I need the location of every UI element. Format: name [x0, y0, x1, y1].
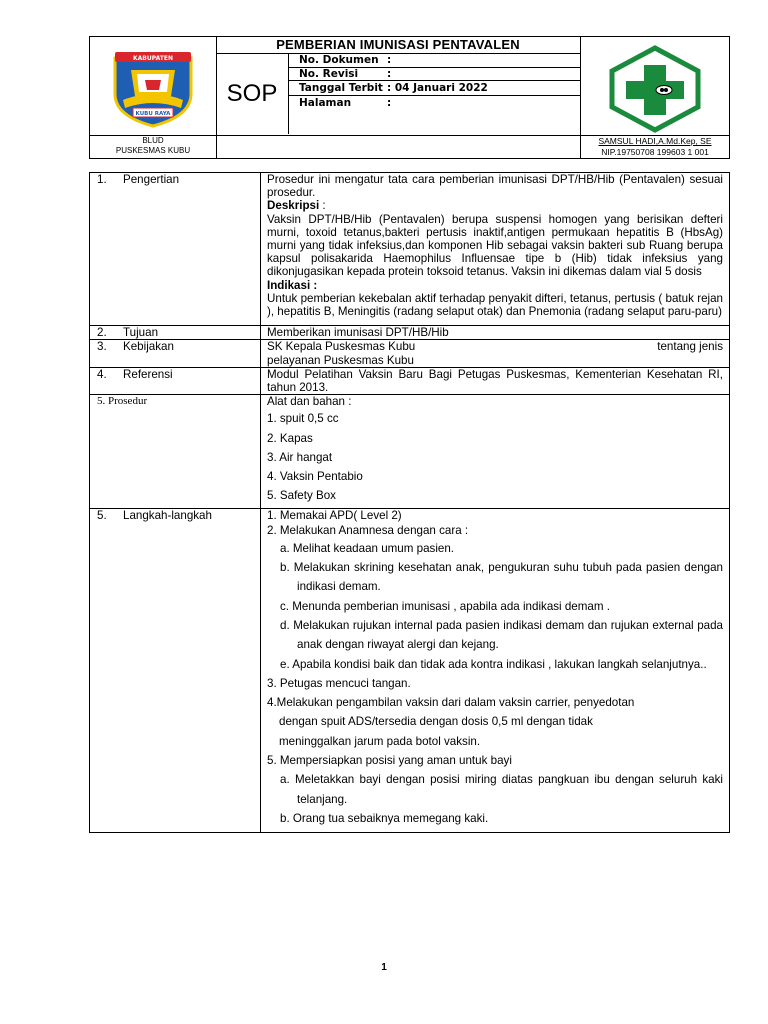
meta-tanggal-terbit — [299, 81, 488, 95]
label-cell — [90, 326, 261, 340]
row-prosedur — [90, 395, 730, 508]
step-5-sub: a. Meletakkan bayi dengan posisi miring diatas pangkuan ibu dengan seluruh kaki telanjang. — [280, 773, 723, 806]
step-2-sub: d. Melakukan rujukan internal pada pasien indikasi demam dan rujukan external pada anak dengan riwayat alergi dan kejang. — [280, 618, 723, 652]
step-2-sub: c. Menunda pemberian imunisasi , apabila ada indikasi demam . — [280, 599, 610, 613]
indikasi-text: Untuk pemberian kekebalan aktif terhadap penyakit difteri, tetanus, pertusis ( batuk rejan ), hepatitis B, Meningitis (radang selaput otak) dan Pnemonia (radang selaput paru-paru) — [267, 291, 723, 319]
row-label: Kebijakan — [123, 340, 174, 354]
row-number: 3. — [97, 340, 107, 354]
meta-no-dokumen — [299, 53, 391, 67]
row-referensi — [90, 367, 730, 394]
row-number: 5. — [97, 508, 107, 522]
step-1: 1. Memakai APD( Level 2) — [267, 508, 402, 522]
meta-no-revisi — [299, 67, 391, 81]
meta-key: No. Dokumen — [299, 54, 379, 66]
step-4: 4.Melakukan pengambilan vaksin dari dalam vaksin carrier, penyedotan — [267, 696, 635, 710]
step-2-sub: b. Melakukan skrining kesehatan anak, pengukuran suhu tubuh pada pasien dengan indikasi demam. — [280, 561, 723, 594]
row-langkah — [90, 508, 730, 832]
org-line-1: BLUD — [142, 136, 164, 145]
deskripsi-heading: Deskripsi — [267, 199, 320, 213]
indikasi-heading: Indikasi : — [267, 278, 318, 292]
row-number: 1. — [97, 173, 107, 186]
step-5-sub: b. Orang tua sebaiknya memegang kaki. — [280, 811, 489, 825]
deskripsi-colon: : — [319, 199, 326, 213]
kebijakan-text-a: SK Kepala Puskesmas Kubu — [267, 340, 416, 354]
sop-label: SOP — [226, 80, 278, 107]
meta-halaman — [299, 96, 391, 110]
page-number: 1 — [381, 962, 387, 973]
row-tujuan — [90, 326, 730, 340]
deskripsi-text: Vaksin DPT/HB/Hib (Pentavalen) berupa suspensi homogen yang berisikan defteri murni, toxoid tetanus,bakteri pertusis inaktif,antigen permukaan hepatitis B (HbsAg) murni yang tidak infeksius,dan komponen Hib sebagai vaksin bakteri sub Ruang berupa kapsul polisakarida Haemophilus Influensae tipe b (Hib) tidak infeksius yang dikonjugasikan kepada protein toksoid tetanus. Vaksin ini dikemas dalam vial 5 dosis — [267, 212, 723, 279]
prosedur-item: 2. Kapas — [267, 431, 313, 445]
pengertian-intro: Prosedur ini mengatur tata cara pemberian imunisasi DPT/HB/Hib (Pentavalen) sesuai prosedur. — [267, 173, 723, 200]
regency-logo — [107, 50, 199, 128]
meta-key: No. Revisi — [299, 68, 359, 80]
prosedur-item: 1. spuit 0,5 cc — [267, 412, 339, 426]
prosedur-item: 5. Safety Box — [267, 489, 336, 503]
kebijakan-text-b: tentang jenis — [657, 340, 723, 354]
row-label: Langkah-langkah — [123, 508, 212, 522]
meta-sep: : — [387, 97, 392, 109]
prosedur-item: 3. Air hangat — [267, 450, 333, 464]
content-cell: Modul Pelatihan Vaksin Baru Bagi Petugas Puskesmas, Kementerian Kesehatan RI, tahun 2013. — [261, 367, 730, 394]
step-2-sub: a. Melihat keadaan umum pasien. — [280, 541, 455, 555]
kebijakan-text-c: pelayanan Puskesmas Kubu — [267, 353, 414, 367]
content-cell — [261, 508, 730, 832]
step-4-cont: dengan spuit ADS/tersedia dengan dosis 0,5 ml dengan tidak — [279, 715, 593, 729]
organization-name — [90, 135, 216, 159]
row-kebijakan — [90, 340, 730, 367]
label-cell — [90, 173, 261, 326]
step-5: 5. Mempersiapkan posisi yang aman untuk bayi — [267, 754, 512, 767]
sop-header — [89, 36, 730, 159]
step-4-cont: meninggalkan jarum pada botol vaksin. — [279, 734, 481, 748]
puskesmas-logo — [606, 45, 704, 133]
meta-sep: : — [387, 54, 392, 66]
signer-nip: NIP.19750708 199603 1 001 — [601, 147, 709, 157]
meta-value: 04 Januari 2022 — [394, 82, 488, 94]
label-cell — [90, 340, 261, 367]
label-cell — [90, 508, 261, 832]
step-2-sub: e. Apabila kondisi baik dan tidak ada kontra indikasi , lakukan langkah selanjutnya.. — [280, 657, 707, 671]
content-cell: Memberikan imunisasi DPT/HB/Hib — [261, 326, 730, 340]
meta-key: Halaman — [299, 97, 352, 109]
regency-logo-top-text: KABUPATEN — [133, 55, 173, 62]
meta-sep: : — [387, 82, 392, 94]
org-line-2: PUSKESMAS KUBU — [115, 146, 191, 155]
prosedur-item: 4. Vaksin Pentabio — [267, 470, 363, 484]
row-label: Tujuan — [123, 326, 159, 340]
content-cell — [261, 395, 730, 508]
prosedur-intro: Alat dan bahan : — [267, 395, 352, 409]
signer-block — [580, 135, 730, 159]
step-3: 3. Petugas mencuci tangan. — [267, 676, 411, 690]
meta-key: Tanggal Terbit — [299, 82, 383, 94]
label-cell: 5. Prosedur — [90, 395, 261, 508]
row-number: 4. — [97, 367, 107, 381]
signer-name: SAMSUL HADI,A.Md.Kep, SE — [598, 136, 712, 146]
content-cell — [261, 173, 730, 326]
regency-logo-bottom-text: KUBU RAYA — [135, 111, 171, 117]
meta-sep: : — [387, 68, 392, 80]
row-number: 2. — [97, 326, 107, 340]
row-label: Pengertian — [123, 173, 180, 186]
procedure-table — [89, 172, 730, 833]
row-pengertian — [90, 173, 730, 326]
label-cell — [90, 367, 261, 394]
row-label: Referensi — [123, 367, 173, 381]
document-title: PEMBERIAN IMUNISASI PENTAVALEN — [276, 37, 520, 52]
step-2: 2. Melakukan Anamnesa dengan cara : — [267, 523, 469, 537]
content-cell — [261, 340, 730, 367]
